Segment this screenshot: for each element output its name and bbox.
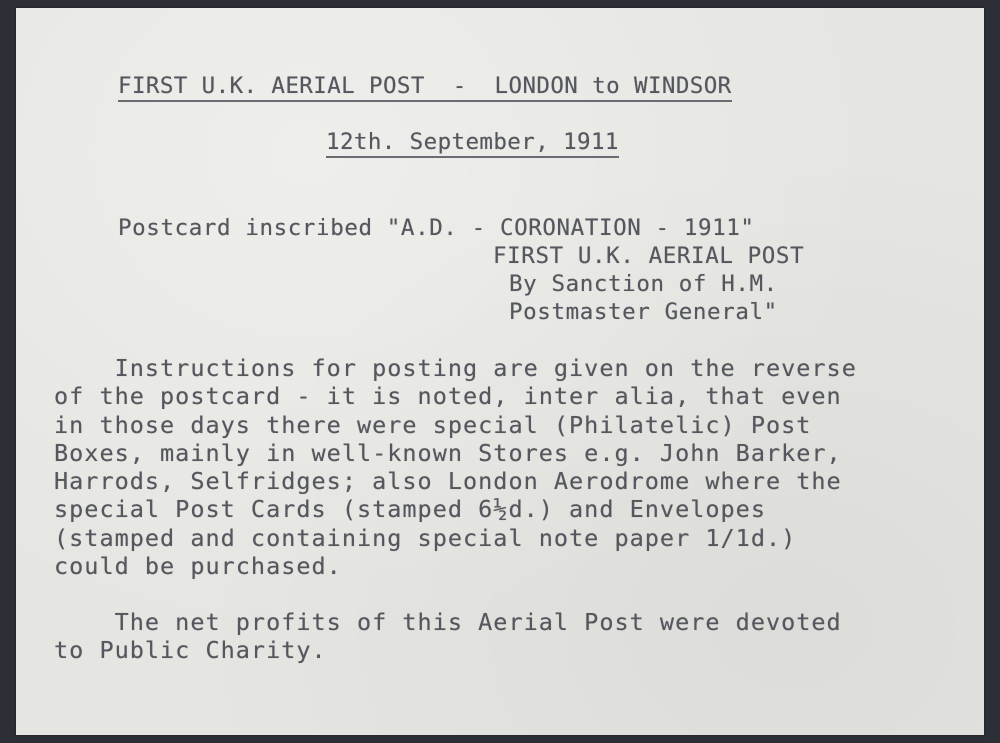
paragraph-line: The net profits of this Aerial Post were devoted (54, 608, 842, 636)
inscription-line: Postmaster General" (509, 299, 778, 325)
inscription-line: Postcard inscribed "A.D. - CORONATION - 1911" (118, 215, 755, 241)
paragraph-line: Harrods, Selfridges; also London Aerodrome where the (54, 467, 842, 496)
paragraph-line: could be purchased. (54, 552, 342, 581)
paragraph-line: of the postcard - it is noted, inter alia, that even (54, 382, 842, 411)
page-date: 12th. September, 1911 (326, 129, 619, 158)
paragraph-line: special Post Cards (stamped 6½d.) and Envelopes (54, 495, 766, 524)
inscription-line: FIRST U.K. AERIAL POST (493, 243, 805, 269)
page-title: FIRST U.K. AERIAL POST - LONDON to WINDSOR (118, 73, 732, 102)
paragraph-line: to Public Charity. (54, 636, 327, 665)
paragraph-line: Boxes, mainly in well-known Stores e.g. John Barker, (54, 438, 842, 467)
charity-paragraph (54, 608, 842, 665)
paragraph-line: Instructions for posting are given on the reverse (54, 354, 857, 382)
paragraph-line: in those days there were special (Philatelic) Post (54, 410, 812, 439)
paragraph-line: (stamped and containing special note paper 1/1d.) (54, 523, 797, 552)
posting-instructions-paragraph (54, 354, 857, 580)
inscription-line: By Sanction of H.M. (509, 271, 778, 297)
typed-sheet (16, 8, 984, 735)
